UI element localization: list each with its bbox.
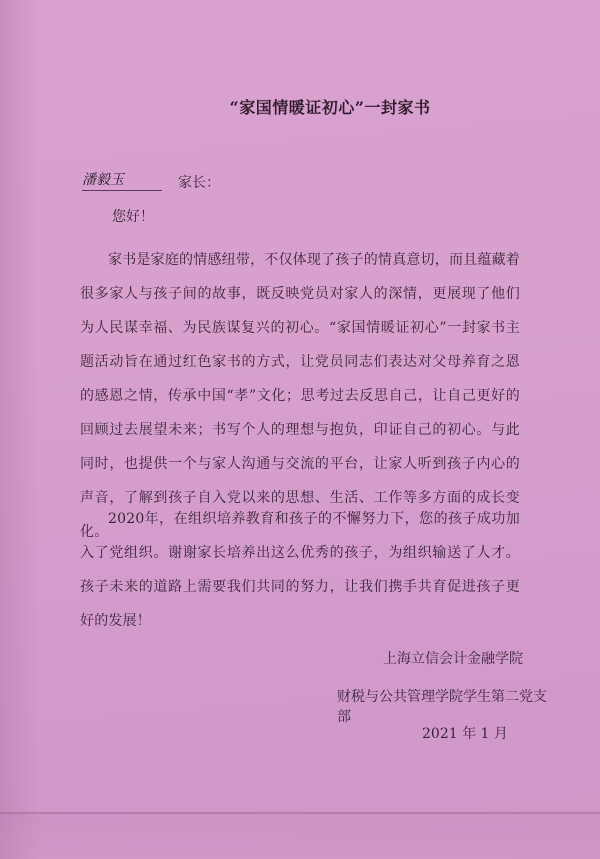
body-paragraph-1: 家书是家庭的情感纽带，不仅体现了孩子的情真意切，而且蕴藏着很多家人与孩子间的故事，既反映党员对家人的深情，更展现了他们为人民谋幸福、为民族谋复兴的初心。“家国情暖证初心”一封家书主题活动旨在通过红色家书的方式，让党员同志们表达对父母养育之恩的感恩之情，传承中国“孝”文化；思考过去反思自己，让自己更好的回顾过去展望未来；书写个人的理想与抱负，印证自己的初心。与此同时，也提供一个与家人沟通与交流的平台，让家人听到孩子内心的声音，了解到孩子自入党以来的思想、生活、工作等多方面的成长变化。	[80, 252, 520, 540]
signature-department: 财税与公共管理学院学生第二党支部	[337, 689, 547, 725]
paper-edge-shadow	[0, 0, 40, 859]
recipient-name-handwritten: 潘毅玉	[82, 169, 162, 191]
recipient-suffix: 家长：	[178, 175, 220, 191]
letter-title: “家国情暖证初心”一封家书	[229, 98, 431, 117]
body-paragraph-2: 2020年，在组织培养教育和孩子的不懈努力下，您的孩子成功加入了党组织。谢谢家长培养出这么优秀的孩子，为组织输送了人才。孩子未来的道路上需要我们共同的努力，让我们携手共育促进孩子更好的发展！	[80, 511, 520, 629]
greeting: 您好！	[112, 209, 154, 225]
signature-organization: 上海立信会计金融学院	[383, 651, 523, 667]
paper-fold-shadow	[0, 814, 600, 859]
signature-date: 2021 年 1 月	[422, 726, 508, 742]
